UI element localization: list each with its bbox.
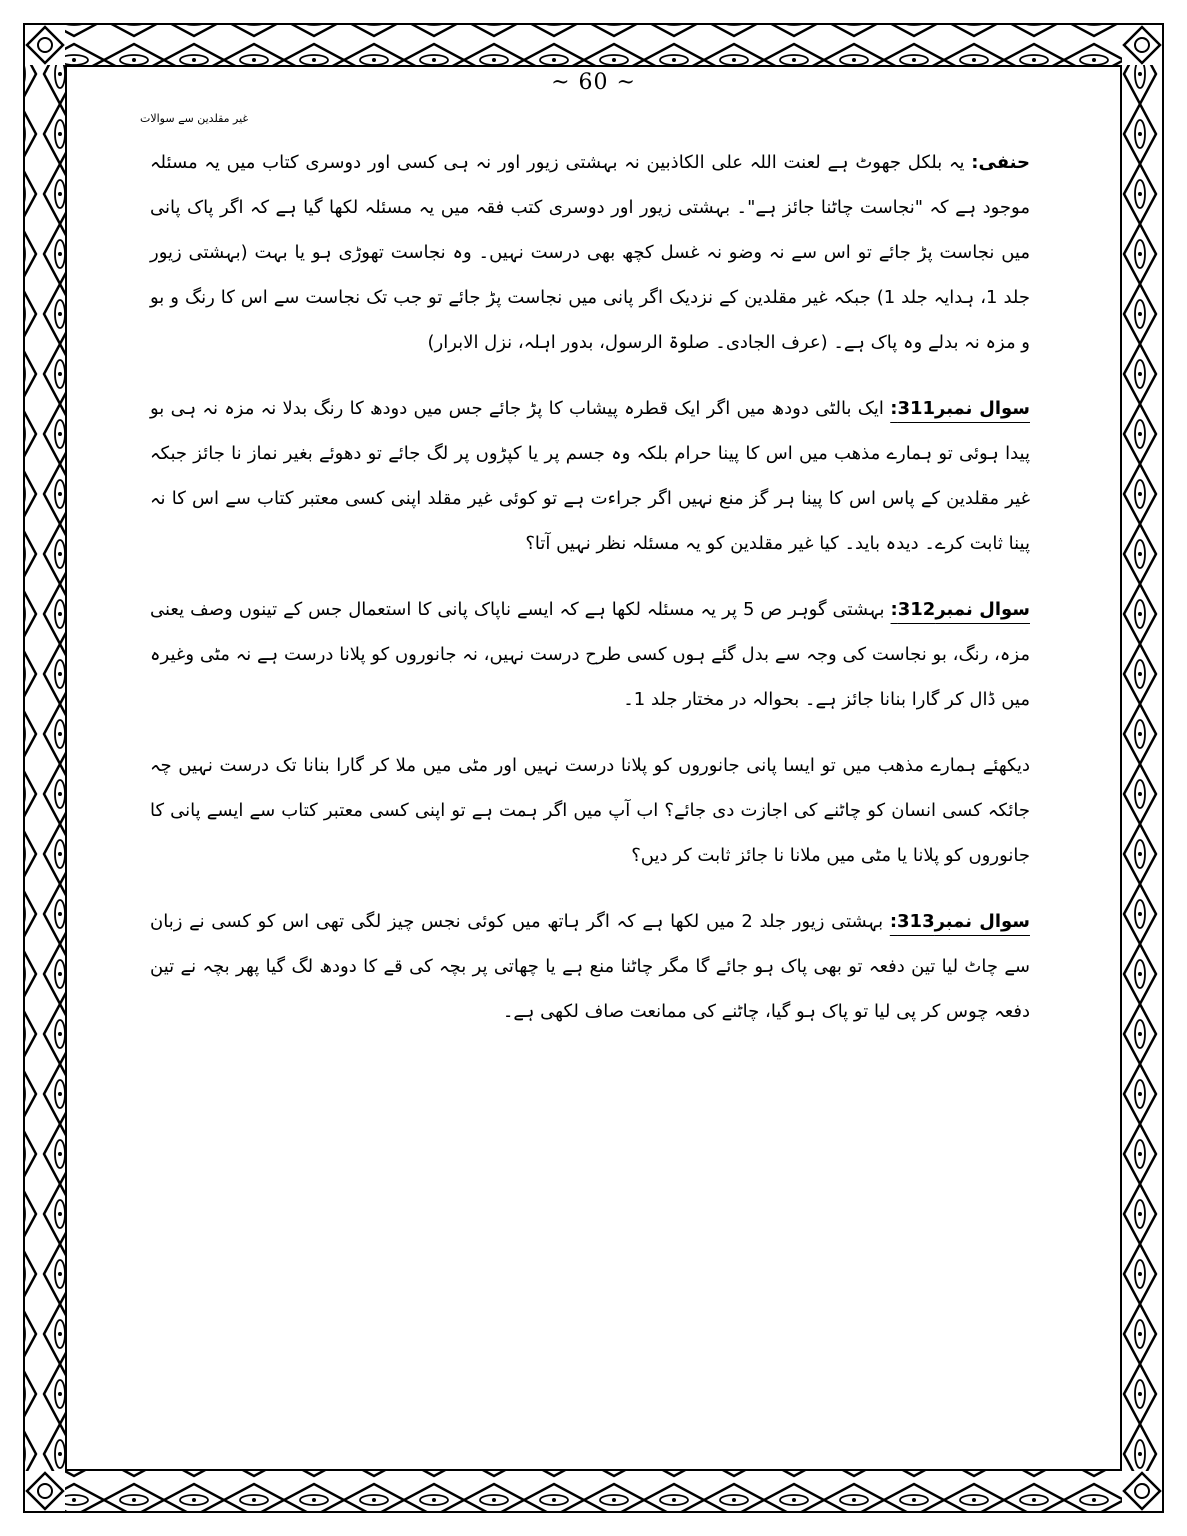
running-header: غیر مقلدین سے سوالات [140, 112, 249, 125]
question-312-label: سوال نمبر312: [890, 599, 1030, 620]
paragraph-text: ایک بالٹی دودھ میں اگر ایک قطرہ پیشاب کا پڑ جائے جس میں دودھ کا رنگ بدلا نہ مزہ نہ ہی بو پیدا ہوئی تو ہمارے مذھب میں اس کا پینا حرام بلکہ وہ جسم پر یا کپڑوں پر لگ جائے تو دھوئے بغیر نماز نا جائز جبکہ غیر مقلدین کے پاس اس کا پینا ہر گز منع نہیں اگر جراءت ہے تو کوئی غیر مقلد اپنی کسی معتبر کتاب سے اس کا نہ پینا ثابت کرے۔ دیدہ باید۔ کیا غیر مقلدین کو یہ مسئلہ نظر نہیں آتا؟ [150, 398, 1030, 554]
question-313-label: سوال نمبر313: [889, 911, 1030, 932]
hanafi-label: حنفی: [971, 152, 1030, 173]
paragraph-question-313 [150, 899, 1030, 1034]
paragraph-question-312 [150, 587, 1030, 722]
paragraph-text: بہشتی گوہر ص 5 پر یہ مسئلہ لکھا ہے کہ ایسے ناپاک پانی کا استعمال جس کے تینوں وصف یعنی مزہ، رنگ، بو نجاست کی وجہ سے بدل گئے ہوں کسی طرح درست نہیں، نہ جانوروں کو پلانا درست ہے نہ مٹی وغیرہ میں ڈال کر گارا بنانا جائز ہے۔ بحوالہ در مختار جلد 1۔ [150, 599, 1030, 710]
paragraph-text: یہ بلکل جھوٹ ہے لعنت اللہ علی الکاذبین نہ بہشتی زیور اور نہ ہی کسی اور دوسری کتاب میں یہ مسئلہ موجود ہے کہ "نجاست چاٹنا جائز ہے"۔ بہشتی زیور اور دوسری کتب فقہ میں یہ مسئلہ لکھا گیا ہے کہ اگر پاک پانی میں نجاست پڑ جائے تو اس سے نہ وضو نہ غسل کچھ بھی درست نہیں۔ وہ نجاست تھوڑی ہو یا بہت (بہشتی زیور جلد 1، ہدایہ جلد 1) جبکہ غیر مقلدین کے نزدیک اگر پانی میں نجاست پڑ جائے تو جب تک نجاست سے اس کا رنگ و بو و مزہ نہ بدلے وہ پاک ہے۔ (عرف الجادی۔ صلوۃ الرسول، بدور اہلہ، نزل الابرار) [150, 152, 1030, 353]
border-right-band [1122, 44, 1162, 1492]
border-top-band [44, 25, 1143, 65]
border-corner-top-left [25, 25, 65, 65]
question-311-label: سوال نمبر311: [890, 398, 1030, 419]
border-left-band [25, 44, 65, 1492]
paragraph-question-311 [150, 386, 1030, 566]
paragraph-text: دیکھئے ہمارے مذھب میں تو ایسا پانی جانوروں کو پلانا درست نہیں اور مٹی میں ملا کر گارا بنانا تک درست نہیں چہ جائکہ کسی انسان کو چاٹنے کی اجازت دی جائے؟ اب آپ میں اگر ہمت ہے تو اپنی کسی معتبر کتاب سے ایسے پانی کا جانوروں کو پلانا یا مٹی میں ملانا نا جائز ثابت کر دیں؟ [150, 755, 1030, 866]
paragraph-text: بہشتی زیور جلد 2 میں لکھا ہے کہ اگر ہاتھ میں کوئی نجس چیز لگی تھی اس کو کسی نے زبان سے چاٹ لیا تین دفعہ تو بھی پاک ہو جائے گا مگر چاٹنا منع ہے یا چھاتی پر بچہ کی قے کا دودھ لگ گیا پھر بچہ نے تین دفعہ چوس کر پی لیا تو پاک ہو گیا، چاٹنے کی ممانعت صاف لکھی ہے۔ [150, 911, 1030, 1022]
paragraph-hanafi-reply [150, 140, 1030, 365]
border-corner-bottom-right [1122, 1471, 1162, 1511]
paragraph-commentary [150, 743, 1030, 878]
page-number: ~ 60 ~ [551, 70, 636, 95]
border-corner-top-right [1122, 25, 1162, 65]
border-corner-bottom-left [25, 1471, 65, 1511]
page-body [150, 140, 1030, 1055]
border-bottom-band [44, 1471, 1143, 1511]
